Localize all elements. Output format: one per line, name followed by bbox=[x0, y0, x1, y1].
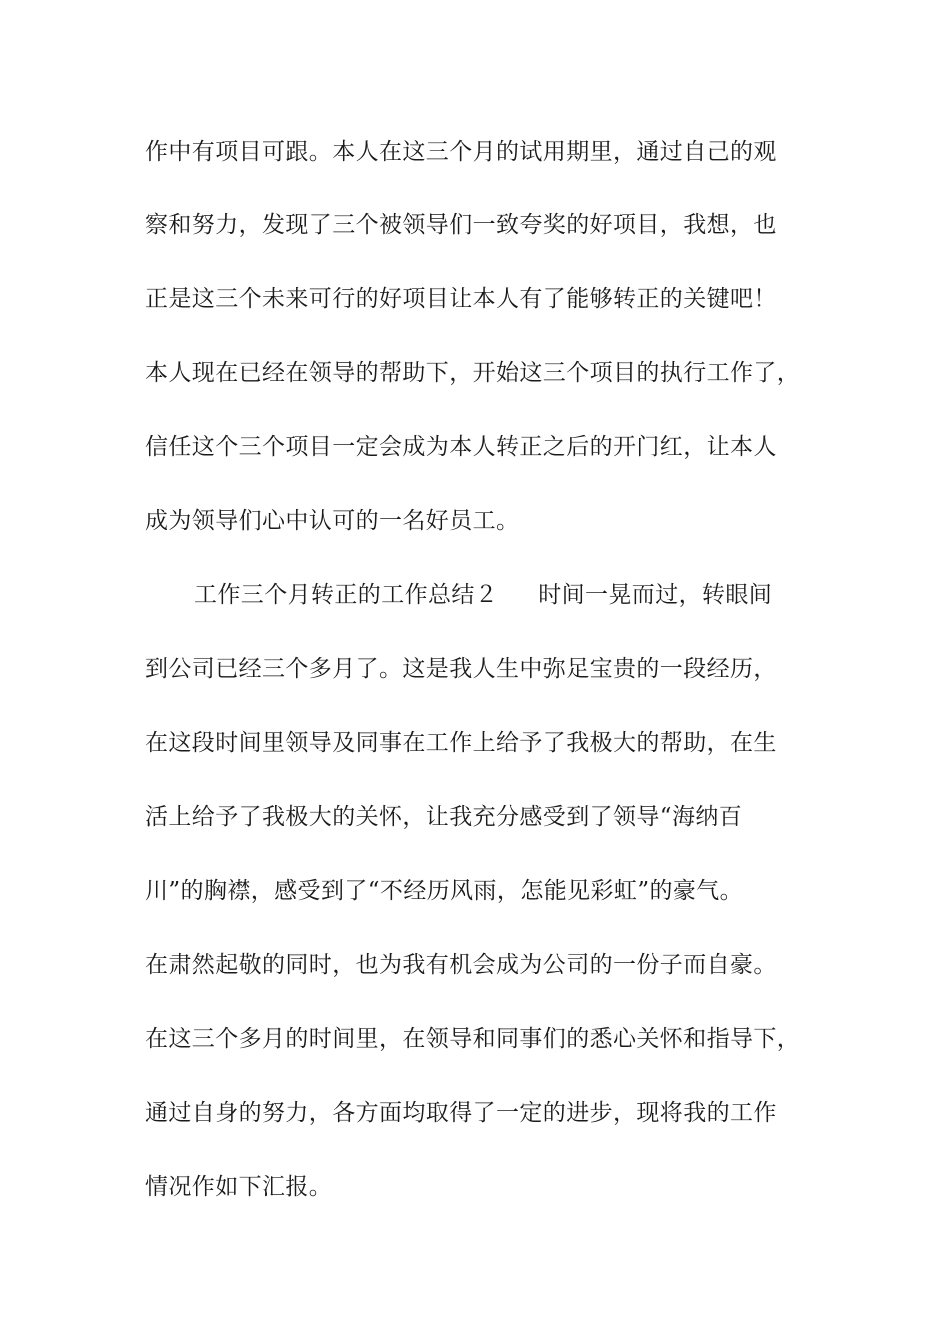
body-line: 通过自身的努力，各方面均取得了一定的进步，现将我的工作 bbox=[145, 1100, 777, 1126]
section-title: 工作三个月转正的工作总结２ bbox=[194, 582, 499, 608]
section-heading-line bbox=[194, 580, 772, 610]
body-line: 在肃然起敬的同时，也为我有机会成为公司的一份子而自豪。 bbox=[145, 952, 777, 978]
body-line: 正是这三个未来可行的好项目让本人有了能够转正的关键吧！ bbox=[145, 286, 777, 312]
body-line: 在这三个多月的时间里，在领导和同事们的悉心关怀和指导下， bbox=[145, 1026, 801, 1052]
section-first-line: 时间一晃而过，转眼间 bbox=[538, 582, 773, 608]
body-line: 作中有项目可跟。本人在这三个月的试用期里，通过自己的观 bbox=[145, 139, 777, 165]
body-line: 本人现在已经在领导的帮助下，开始这三个项目的执行工作了， bbox=[145, 360, 801, 386]
body-line: 察和努力，发现了三个被领导们一致夸奖的好项目，我想，也 bbox=[145, 212, 777, 238]
body-line: 到公司已经三个多月了。这是我人生中弥足宝贵的一段经历， bbox=[145, 656, 777, 682]
body-line: 川”的胸襟，感受到了“不经历风雨，怎能见彩虹”的豪气。 bbox=[145, 878, 744, 904]
body-line: 活上给予了我极大的关怀，让我充分感受到了领导“海纳百 bbox=[145, 804, 743, 830]
body-line: 成为领导们心中认可的一名好员工。 bbox=[145, 508, 520, 534]
body-line: 在这段时间里领导及同事在工作上给予了我极大的帮助，在生 bbox=[145, 730, 777, 756]
body-line: 信任这个三个项目一定会成为本人转正之后的开门红，让本人 bbox=[145, 434, 777, 460]
body-line: 情况作如下汇报。 bbox=[145, 1174, 333, 1200]
